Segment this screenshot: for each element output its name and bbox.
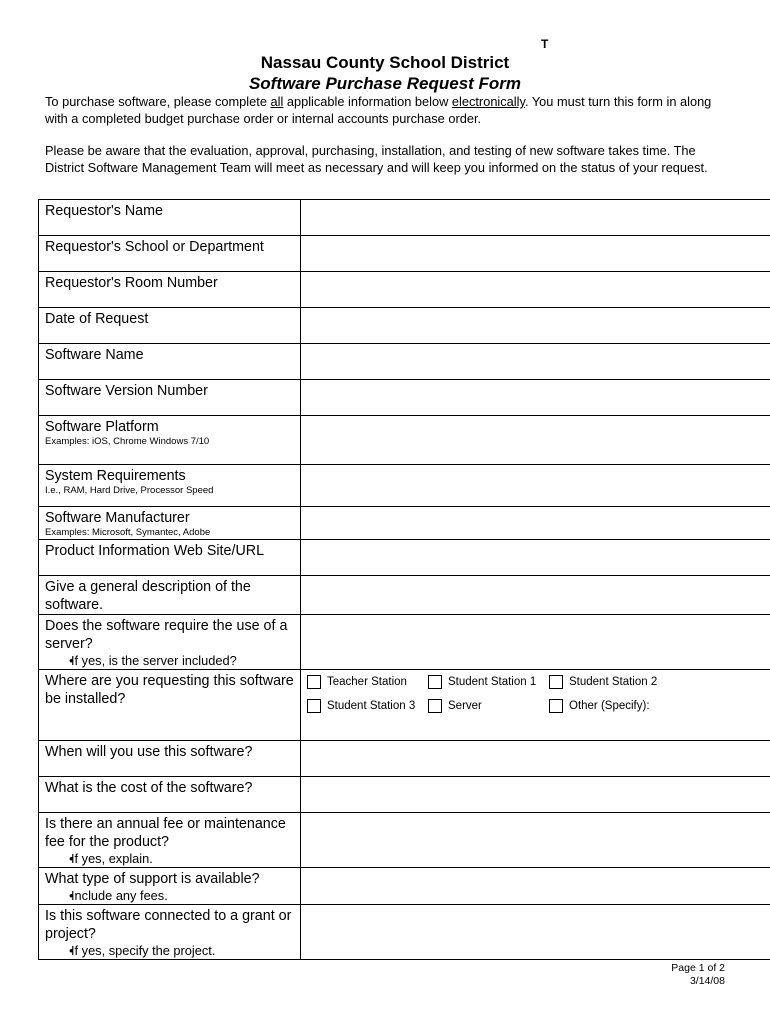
requestor-name-field[interactable]	[301, 200, 770, 236]
field-label: Requestor's Name	[45, 203, 163, 219]
form-row-school-department	[39, 236, 770, 272]
form-label-cell	[39, 868, 301, 905]
school-department-field[interactable]	[301, 236, 770, 272]
software-name-field[interactable]	[301, 344, 770, 380]
form-label-cell	[39, 813, 301, 868]
form-label-cell	[39, 741, 301, 777]
option-label: Student Station 2	[569, 676, 658, 688]
install-location-options	[301, 670, 770, 741]
option-label: Teacher Station	[327, 676, 407, 688]
form-row-support	[39, 868, 770, 905]
manufacturer-field[interactable]	[301, 507, 770, 540]
field-label: Software Manufacturer	[45, 510, 190, 526]
intro-paragraph-2: Please be aware that the evaluation, approval, purchasing, installation, and testing of new software takes time. The District Software Management Team will meet as necessary and will keep you informed on the status of your request.	[45, 143, 708, 175]
field-label: When will you use this software?	[45, 744, 253, 760]
form-label-cell	[39, 905, 301, 960]
intro-emphasis-all: all	[270, 94, 284, 109]
intro-text: . You must turn this form in along with a completed budget purchase order or internal accounts purchase order.	[45, 94, 712, 126]
description-field[interactable]	[301, 576, 770, 615]
option-student-station-3[interactable]	[307, 699, 415, 713]
form-label-cell	[39, 200, 301, 236]
option-label: Server	[448, 700, 482, 712]
field-label: Does the software require the use of a server?	[45, 618, 288, 652]
form-label-cell	[39, 272, 301, 308]
field-bullet: • If yes, explain.	[45, 851, 294, 867]
form-label-cell	[39, 308, 301, 344]
form-row-usage-time	[39, 741, 770, 777]
form-label-cell	[39, 576, 301, 615]
option-student-station-2[interactable]	[549, 675, 657, 689]
form-label-cell	[39, 777, 301, 813]
field-label: Date of Request	[45, 311, 149, 327]
form-row-annual-fee	[39, 813, 770, 868]
usage-time-field[interactable]	[301, 741, 770, 777]
corner-mark: T	[541, 37, 549, 51]
field-bullet: • If yes, specify the project.	[45, 943, 294, 959]
revision-date: 3/14/08	[689, 975, 725, 987]
page-number: Page 1 of 2	[671, 962, 725, 974]
request-form-table	[38, 199, 770, 960]
form-row-software-name	[39, 344, 770, 380]
server-field[interactable]	[301, 615, 770, 670]
software-version-field[interactable]	[301, 380, 770, 416]
room-number-field[interactable]	[301, 272, 770, 308]
option-student-station-1[interactable]	[428, 675, 536, 689]
form-row-version	[39, 380, 770, 416]
option-label: Student Station 3	[327, 700, 416, 712]
option-label: Student Station 1	[448, 676, 537, 688]
checkbox-icon[interactable]	[307, 699, 321, 713]
field-label: Is there an annual fee or maintenance fee for the product?	[45, 816, 286, 850]
field-label: System Requirements	[45, 468, 186, 484]
intro-text: applicable information below	[283, 94, 452, 109]
form-label-cell	[39, 615, 301, 670]
checkbox-icon[interactable]	[307, 675, 321, 689]
option-server[interactable]	[428, 699, 482, 713]
field-label: Is this software connected to a grant or project?	[45, 908, 292, 942]
product-url-field[interactable]	[301, 540, 770, 576]
field-label: Product Information Web Site/URL	[45, 543, 265, 559]
field-bullet: • Include any fees.	[45, 888, 294, 904]
form-row-platform	[39, 416, 770, 465]
field-label: What is the cost of the software?	[45, 780, 253, 796]
grant-project-field[interactable]	[301, 905, 770, 960]
document-subtitle: Software Purchase Request Form	[248, 74, 522, 93]
support-field[interactable]	[301, 868, 770, 905]
field-label: Requestor's Room Number	[45, 275, 218, 291]
form-label-cell	[39, 416, 301, 465]
field-label: Software Name	[45, 347, 144, 363]
system-requirements-field[interactable]	[301, 465, 770, 507]
checkbox-grid	[301, 670, 770, 740]
field-example: I.e., RAM, Hard Drive, Processor Speed	[45, 485, 214, 496]
field-label: Software Platform	[45, 419, 159, 435]
software-platform-field[interactable]	[301, 416, 770, 465]
form-row-grant	[39, 905, 770, 960]
form-label-cell	[39, 344, 301, 380]
annual-fee-field[interactable]	[301, 813, 770, 868]
form-row-requestor-name	[39, 200, 770, 236]
option-teacher-station[interactable]	[307, 675, 407, 689]
checkbox-icon[interactable]	[549, 699, 563, 713]
intro-emphasis-electronically: electronically	[451, 94, 525, 109]
form-row-description	[39, 576, 770, 615]
form-label-cell	[39, 465, 301, 507]
form-row-system-requirements	[39, 465, 770, 507]
field-label: Requestor's School or Department	[45, 239, 264, 255]
form-row-install-location	[39, 670, 770, 741]
field-label: Where are you requesting this software be installed?	[45, 673, 294, 707]
intro-paragraph-1	[45, 94, 735, 127]
form-label-cell	[39, 507, 301, 540]
form-label-cell	[39, 380, 301, 416]
form-row-server	[39, 615, 770, 670]
form-row-manufacturer	[39, 507, 770, 540]
form-label-cell	[39, 236, 301, 272]
cost-field[interactable]	[301, 777, 770, 813]
form-label-cell	[39, 670, 301, 741]
form-row-date	[39, 308, 770, 344]
intro-text: To purchase software, please complete	[45, 94, 271, 109]
form-row-url	[39, 540, 770, 576]
field-example: Examples: iOS, Chrome Windows 7/10	[45, 436, 210, 447]
field-bullet: • If yes, is the server included?	[45, 653, 294, 669]
option-label: Other (Specify):	[569, 700, 650, 712]
checkbox-icon[interactable]	[549, 675, 563, 689]
form-label-cell	[39, 540, 301, 576]
field-label: Software Version Number	[45, 383, 208, 399]
document-title: Nassau County School District	[260, 53, 510, 72]
date-of-request-field[interactable]	[301, 308, 770, 344]
form-row-cost	[39, 777, 770, 813]
checkbox-icon[interactable]	[428, 699, 442, 713]
field-example: Examples: Microsoft, Symantec, Adobe	[45, 527, 211, 538]
option-other[interactable]	[549, 699, 650, 713]
field-label: Give a general description of the software.	[45, 579, 251, 613]
form-row-room-number	[39, 272, 770, 308]
checkbox-icon[interactable]	[428, 675, 442, 689]
field-label: What type of support is available?	[45, 871, 260, 887]
